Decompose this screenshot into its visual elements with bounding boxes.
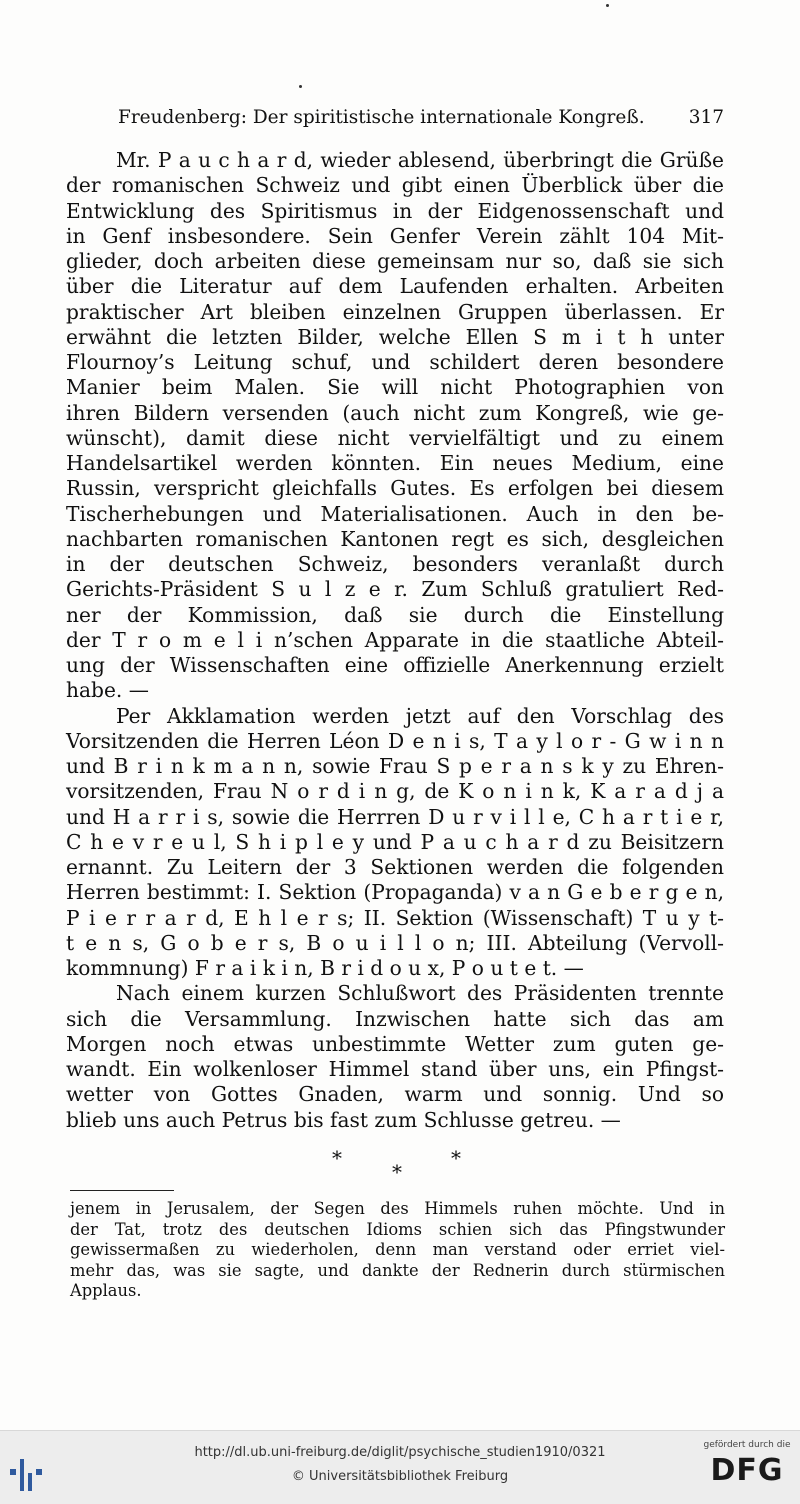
text-line: praktischer Art bleiben einzelnen Gruppen überlassen. Er [66, 299, 724, 324]
page-number: 317 [688, 107, 724, 128]
text-line: blieb uns auch Petrus bis fast zum Schlusse getreu. — [66, 1107, 621, 1132]
footnote-line: Applaus. [70, 1281, 142, 1300]
text-line: ner der Kommission, daß sie durch die Einstellung [66, 602, 724, 627]
text-line: ihren Bildern versenden (auch nicht zum Kongreß, wie ge- [66, 400, 724, 425]
text-line: Entwicklung des Spiritismus in der Eidgenossenschaft und [66, 198, 724, 223]
scan-speck [299, 85, 302, 88]
text-line: P i e r r a r d, E h l e r s; II. Sektion (Wissenschaft) T u y t- [66, 905, 724, 930]
text-line: wetter von Gottes Gnaden, warm und sonnig. Und so [66, 1082, 724, 1107]
text-line: der romanischen Schweiz und gibt einen Überblick über die [66, 173, 724, 198]
running-header [118, 104, 724, 132]
section-separator [0, 1148, 800, 1184]
text-line: glieder, doch arbeiten diese gemeinsam nur so, daß sie sich [66, 249, 724, 273]
footnote-line: mehr das, was sie sagte, und dankte der Rednerin durch stürmischen [70, 1260, 725, 1280]
text-line: erwähnt die letzten Bilder, welche Ellen S m i t h unter [66, 324, 724, 349]
separator-star: * [392, 1160, 402, 1184]
footer-bar [0, 1430, 800, 1504]
separator-star: * [451, 1146, 461, 1170]
text-line: über die Literatur auf dem Laufenden erhalten. Arbeiten [66, 274, 724, 299]
text-line: Morgen noch etwas unbestimmte Wetter zum guten ge- [66, 1031, 724, 1056]
footnote-line: der Tat, trotz des deutschen Idioms schien sich das Pfingstwunder [70, 1219, 725, 1239]
copyright-notice: © Universitätsbibliothek Freiburg [291, 1469, 509, 1484]
text-line: t e n s, G o b e r s, B o u i l l o n; III. Abteilung (Vervoll- [66, 930, 724, 955]
footnote-line: gewissermaßen zu wiederholen, denn man verstand oder erriet viel- [70, 1240, 725, 1259]
running-title: Freudenberg: Der spiritistische internationale Kongreß. [118, 107, 645, 128]
text-line: Manier beim Malen. Sie will nicht Photographien von [66, 375, 724, 400]
text-line: und H a r r i s, sowie die Herrren D u r v i l l e, C h a r t i e r, [66, 804, 724, 829]
separator-star: * [332, 1146, 342, 1170]
text-line: C h e v r e u l, S h i p l e y und P a u c h a r d zu Beisitzern [66, 829, 724, 854]
text-line: vorsitzenden, Frau N o r d i n g, de K o n i n k, K a r a d j a [66, 779, 724, 804]
text-line: wandt. Ein wolkenloser Himmel stand über uns, ein Pfingst- [66, 1057, 724, 1081]
text-line: ernannt. Zu Leitern der 3 Sektionen werden die folgenden [66, 855, 724, 879]
footnote-rule [70, 1190, 174, 1191]
source-url-link[interactable]: http://dl.ub.uni-freiburg.de/diglit/psychische_studien1910/0321 [194, 1445, 606, 1460]
text-line: Flournoy’s Leitung schuf, und schildert deren besondere [66, 350, 724, 374]
dfg-wordmark: DFG [710, 1453, 784, 1488]
text-line: ung der Wissenschaften eine offizielle Anerkennung erzielt [66, 653, 724, 677]
text-line: nachbarten romanischen Kantonen regt es sich, desgleichen [66, 526, 724, 551]
text-line: kommnung) F r a i k i n, B r i d o u x, P o u t e t. — [66, 956, 584, 980]
text-line: und B r i n k m a n n, sowie Frau S p e r a n s k y zu Ehren- [66, 754, 724, 778]
text-line: sich die Versammlung. Inzwischen hatte sich das am [66, 1006, 724, 1031]
main-text [66, 148, 724, 1133]
footnote [70, 1199, 725, 1302]
text-line: Handelsartikel werden könnten. Ein neues Medium, eine [66, 451, 724, 475]
scan-speck [606, 4, 609, 7]
text-line: Nach einem kurzen Schlußwort des Präsidenten trennte [116, 981, 724, 1006]
text-line: Herren bestimmt: I. Sektion (Propaganda) v a n G e b e r g e n, [66, 880, 724, 905]
text-line: Gerichts-Präsident S u l z e r. Zum Schluß gratuliert Red- [66, 577, 724, 602]
text-line: habe. — [66, 678, 149, 703]
text-line: Per Akklamation werden jetzt auf den Vorschlag des [116, 703, 724, 728]
text-line: Vorsitzenden die Herren Léon D e n i s, T a y l o r - G w i n n [66, 728, 724, 753]
dfg-logo [702, 1439, 792, 1499]
text-line: in der deutschen Schweiz, besonders veranlaßt durch [66, 552, 724, 576]
footnote-line: jenem in Jerusalem, der Segen des Himmels ruhen möchte. Und in [70, 1199, 725, 1218]
text-line: Mr. P a u c h a r d, wieder ablesend, überbringt die Grüße [116, 148, 724, 172]
text-line: in Genf insbesondere. Sein Genfer Verein zählt 104 Mit- [66, 223, 724, 248]
text-line: Tischerhebungen und Materialisationen. Auch in den be- [66, 501, 724, 526]
funding-note: gefördert durch die [703, 1440, 791, 1450]
text-line: Russin, verspricht gleichfalls Gutes. Es erfolgen bei diesem [66, 476, 724, 501]
text-line: wünscht), damit diese nicht vervielfältigt und zu einem [66, 425, 724, 450]
text-line: der T r o m e l i n’schen Apparate in die staatliche Abteil- [66, 627, 724, 652]
